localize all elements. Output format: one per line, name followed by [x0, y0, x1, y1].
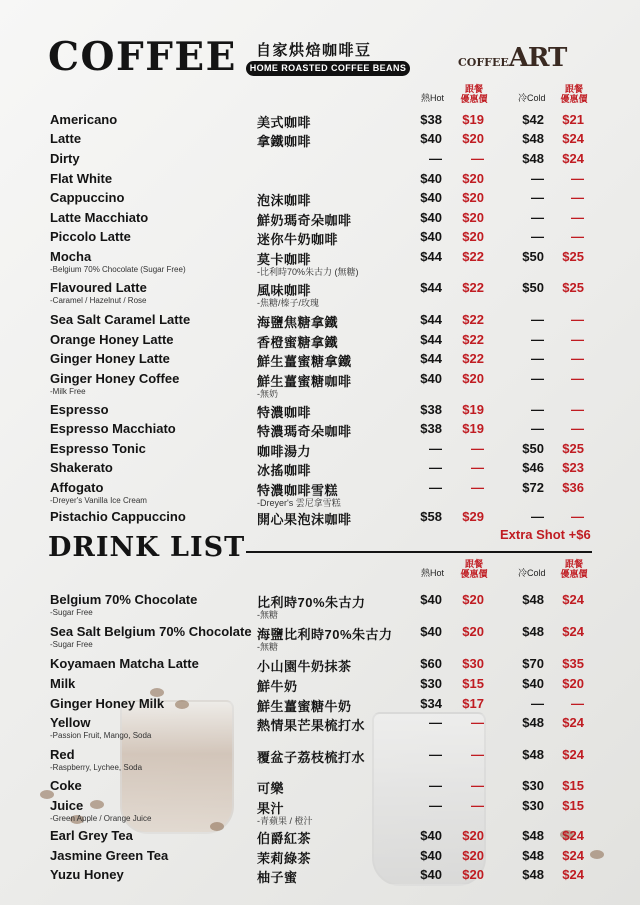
hot-price: $38 [420, 421, 442, 436]
cold-price: $72 [522, 480, 544, 495]
coffee-hot-set-header [456, 84, 492, 104]
item-english-name: Ginger Honey Coffee [50, 371, 180, 386]
menu-item-row [0, 778, 640, 797]
menu-item-row [0, 747, 640, 772]
drink-hot-set-header [456, 559, 492, 579]
hot-price: — [429, 715, 442, 730]
menu-item-row [0, 351, 640, 370]
item-english-name: Piccolo Latte [50, 229, 131, 244]
hot-set-price: $17 [462, 696, 484, 711]
hot-price: — [429, 441, 442, 456]
menu-item-row [0, 131, 640, 150]
cold-price: $48 [522, 131, 544, 146]
hot-price: $44 [420, 351, 442, 366]
cold-price: $48 [522, 624, 544, 639]
item-chinese-name: 鮮生薑蜜糖咖啡 [257, 374, 352, 389]
cold-price: — [531, 229, 544, 244]
item-english-name: Shakerato [50, 460, 113, 475]
menu-item-row [0, 460, 640, 479]
menu-item-row [0, 210, 640, 229]
menu-item-row [0, 715, 640, 740]
menu-item-row [0, 656, 640, 675]
hot-set-price: $20 [462, 848, 484, 863]
menu-item-row [0, 676, 640, 695]
item-chinese-note: -比利時70%朱古力 (無糖) [257, 267, 359, 277]
hot-price: $40 [420, 848, 442, 863]
item-chinese-name: 拿鐵咖啡 [257, 134, 312, 149]
hot-set-price: $20 [462, 131, 484, 146]
item-chinese-name: 小山園牛奶抹茶 [257, 659, 352, 674]
item-english-name: Latte [50, 131, 82, 146]
hot-price: $40 [420, 190, 442, 205]
item-english-note: -Dreyer's Vanilla Ice Cream [50, 496, 147, 505]
item-chinese-name: 咖啡湯力 [257, 444, 312, 459]
menu-item-row [0, 480, 640, 508]
hot-price: $40 [420, 592, 442, 607]
coffee-section-title: COFFEE [48, 34, 237, 80]
drink-list-title: DRINK LIST [48, 532, 246, 563]
menu-item-row [0, 509, 640, 528]
cold-price: $40 [522, 676, 544, 691]
item-english-name: Milk [50, 676, 76, 691]
menu-item-row [0, 421, 640, 440]
cold-set-price: $24 [562, 151, 584, 166]
hot-price: $44 [420, 312, 442, 327]
item-chinese-name: 鮮牛奶 [257, 679, 298, 694]
hot-price: $38 [420, 112, 442, 127]
item-english-name: Ginger Honey Latte [50, 351, 170, 366]
cold-set-price: $23 [562, 460, 584, 475]
hot-price: $40 [420, 828, 442, 843]
item-english-name: Juice [50, 798, 84, 813]
hot-price: $40 [420, 131, 442, 146]
item-english-note: -Sugar Free [50, 640, 93, 649]
menu-item-row [0, 867, 640, 886]
hot-price: $30 [420, 676, 442, 691]
item-chinese-note: -Dreyer's 雲尼拿雪糕 [257, 498, 341, 508]
coffee-art-logo [458, 43, 566, 73]
cold-set-price: — [571, 210, 584, 225]
hot-price: $40 [420, 210, 442, 225]
item-chinese-note: -青蘋果 / 橙汁 [257, 816, 313, 826]
item-english-name: Affogato [50, 480, 104, 495]
menu-item-row [0, 371, 640, 399]
cold-price: $48 [522, 867, 544, 882]
hot-price: $38 [420, 402, 442, 417]
item-chinese-name: 伯爵紅茶 [257, 831, 312, 846]
cold-set-price: $25 [562, 249, 584, 264]
hot-set-price: $19 [462, 421, 484, 436]
item-chinese-name: 特濃咖啡 [257, 405, 312, 420]
discount-label: 優惠價 [560, 94, 588, 104]
hot-set-price: $22 [462, 280, 484, 295]
item-english-note: -Belgium 70% Chocolate (Sugar Free) [50, 265, 186, 274]
hot-set-price: $20 [462, 229, 484, 244]
item-chinese-name: 特濃瑪奇朵咖啡 [257, 424, 352, 439]
item-chinese-name: 鮮生薑蜜糖拿鐵 [257, 354, 352, 369]
cold-set-price: $24 [562, 867, 584, 882]
hot-set-price: $15 [462, 676, 484, 691]
cold-price: $50 [522, 249, 544, 264]
item-english-name: Sea Salt Caramel Latte [50, 312, 191, 327]
item-english-name: Yuzu Honey [50, 867, 124, 882]
item-english-name: Jasmine Green Tea [50, 848, 169, 863]
hot-set-price: $20 [462, 624, 484, 639]
hot-set-price: $20 [462, 592, 484, 607]
item-english-name: Red [50, 747, 75, 762]
item-english-name: Sea Salt Belgium 70% Chocolate [50, 624, 252, 639]
cold-price: $48 [522, 848, 544, 863]
cold-set-price: $25 [562, 441, 584, 456]
item-english-note: -Milk Free [50, 387, 86, 396]
cold-set-price: $24 [562, 592, 584, 607]
item-chinese-note: -無糖 [257, 642, 278, 652]
hot-set-price: $20 [462, 190, 484, 205]
item-english-note: -Raspberry, Lychee, Soda [50, 763, 143, 772]
menu-item-row [0, 441, 640, 460]
menu-item-row [0, 696, 640, 715]
cold-set-price: — [571, 421, 584, 436]
drink-cold-header: 冷Cold [518, 568, 546, 578]
hot-price: $58 [420, 509, 442, 524]
item-chinese-note: -焦糖/榛子/玫瑰 [257, 298, 319, 308]
hot-set-price: — [471, 715, 484, 730]
cold-price: $48 [522, 715, 544, 730]
item-chinese-name: 海鹽焦糖拿鐵 [257, 315, 339, 330]
drink-title-rule [246, 551, 592, 553]
item-chinese-name: 風味咖啡 [257, 283, 312, 298]
item-chinese-name: 鮮奶瑪奇朵咖啡 [257, 213, 352, 228]
cold-price: — [531, 421, 544, 436]
item-english-name: Yellow [50, 715, 91, 730]
item-english-name: Coke [50, 778, 82, 793]
drink-cold-set-header [556, 559, 592, 579]
hot-price: — [429, 778, 442, 793]
item-chinese-name: 香橙蜜糖拿鐵 [257, 335, 339, 350]
item-chinese-name: 果汁 [257, 801, 285, 816]
discount-label: 優惠價 [560, 569, 588, 579]
item-chinese-name: 柚子蜜 [257, 870, 298, 885]
set-label: 跟餐 [464, 84, 483, 94]
item-chinese-name: 熱情果芒果梳打水 [257, 718, 366, 733]
menu-item-row [0, 828, 640, 847]
hot-set-price: — [471, 151, 484, 166]
cold-set-price: $24 [562, 747, 584, 762]
cold-price: — [531, 312, 544, 327]
menu-item-row [0, 280, 640, 308]
cold-set-price: — [571, 171, 584, 186]
hot-price: $44 [420, 332, 442, 347]
cold-price: — [531, 171, 544, 186]
item-english-name: Americano [50, 112, 118, 127]
item-english-note: -Passion Fruit, Mango, Soda [50, 731, 152, 740]
cold-set-price: — [571, 402, 584, 417]
cold-price: — [531, 402, 544, 417]
cold-price: — [531, 190, 544, 205]
set-label: 跟餐 [564, 84, 583, 94]
cold-price: — [531, 371, 544, 386]
hot-set-price: — [471, 798, 484, 813]
item-chinese-name: 冰搖咖啡 [257, 463, 312, 478]
hot-set-price: $22 [462, 249, 484, 264]
cold-price: $42 [522, 112, 544, 127]
cold-set-price: — [571, 696, 584, 711]
item-chinese-name: 迷你牛奶咖啡 [257, 232, 339, 247]
logo-coffee-text: COFFEE [458, 56, 509, 69]
hot-price: — [429, 460, 442, 475]
item-english-note: -Sugar Free [50, 608, 93, 617]
cold-price: $30 [522, 798, 544, 813]
hot-set-price: $20 [462, 171, 484, 186]
discount-label: 優惠價 [460, 94, 488, 104]
cold-set-price: — [571, 312, 584, 327]
hot-price: $40 [420, 624, 442, 639]
menu-item-row [0, 798, 640, 826]
item-chinese-name: 特濃咖啡雪糕 [257, 483, 339, 498]
hot-set-price: $19 [462, 402, 484, 417]
hot-set-price: $19 [462, 112, 484, 127]
hot-price: — [429, 798, 442, 813]
item-english-name: Flavoured Latte [50, 280, 147, 295]
cold-set-price: $35 [562, 656, 584, 671]
menu-item-row [0, 848, 640, 867]
cold-price: — [531, 210, 544, 225]
hot-set-price: — [471, 778, 484, 793]
hot-set-price: $20 [462, 210, 484, 225]
item-english-name: Espresso Macchiato [50, 421, 176, 436]
menu-item-row [0, 112, 640, 131]
cold-price: $48 [522, 747, 544, 762]
hot-set-price: $20 [462, 828, 484, 843]
item-chinese-name: 鮮生薑蜜糖牛奶 [257, 699, 352, 714]
item-english-name: Belgium 70% Chocolate [50, 592, 198, 607]
cold-price: — [531, 351, 544, 366]
hot-set-price: — [471, 441, 484, 456]
item-chinese-note: -無奶 [257, 389, 278, 399]
drink-hot-header: 熱Hot [421, 568, 445, 578]
cold-price: $48 [522, 151, 544, 166]
cold-set-price: $24 [562, 828, 584, 843]
item-english-name: Flat White [50, 171, 113, 186]
cold-set-price: — [571, 332, 584, 347]
hot-price: $44 [420, 280, 442, 295]
item-chinese-name: 海鹽比利時70%朱古力 [257, 627, 393, 642]
item-chinese-name: 莫卡咖啡 [257, 252, 312, 267]
cold-price: $30 [522, 778, 544, 793]
item-english-name: Ginger Honey Milk [50, 696, 165, 711]
cold-price: — [531, 509, 544, 524]
item-english-name: Koyamaen Matcha Latte [50, 656, 199, 671]
hot-price: $40 [420, 229, 442, 244]
cold-price: $46 [522, 460, 544, 475]
menu-item-row [0, 249, 640, 277]
item-chinese-name: 比利時70%朱古力 [257, 595, 366, 610]
item-english-name: Dirty [50, 151, 80, 166]
item-english-name: Espresso Tonic [50, 441, 146, 456]
menu-item-row [0, 312, 640, 331]
discount-label: 優惠價 [460, 569, 488, 579]
set-label: 跟餐 [464, 559, 483, 569]
menu-item-row [0, 171, 640, 190]
cold-set-price: — [571, 351, 584, 366]
item-english-name: Earl Grey Tea [50, 828, 133, 843]
cold-set-price: — [571, 371, 584, 386]
menu-item-row [0, 592, 640, 620]
item-chinese-note: -無糖 [257, 610, 278, 620]
menu-item-row [0, 624, 640, 652]
cold-set-price: — [571, 190, 584, 205]
menu-item-row [0, 402, 640, 421]
cold-price: $48 [522, 592, 544, 607]
cold-set-price: $36 [562, 480, 584, 495]
cold-set-price: $15 [562, 778, 584, 793]
cold-price: $50 [522, 441, 544, 456]
hot-set-price: $29 [462, 509, 484, 524]
hot-set-price: — [471, 460, 484, 475]
item-english-name: Espresso [50, 402, 109, 417]
cold-price: $70 [522, 656, 544, 671]
item-chinese-name: 美式咖啡 [257, 115, 312, 130]
hot-set-price: $22 [462, 351, 484, 366]
item-english-note: -Green Apple / Orange Juice [50, 814, 152, 823]
cold-price: — [531, 332, 544, 347]
cold-price: $50 [522, 280, 544, 295]
hot-price: $60 [420, 656, 442, 671]
home-roasted-badge: HOME ROASTED COFFEE BEANS [246, 61, 410, 76]
cold-price: $48 [522, 828, 544, 843]
hot-set-price: $22 [462, 312, 484, 327]
item-chinese-name: 茉莉綠茶 [257, 851, 312, 866]
item-english-name: Orange Honey Latte [50, 332, 174, 347]
item-chinese-name: 開心果泡沫咖啡 [257, 512, 352, 527]
item-chinese-name: 泡沫咖啡 [257, 193, 312, 208]
cold-set-price: — [571, 229, 584, 244]
hot-set-price: $30 [462, 656, 484, 671]
cold-set-price: $15 [562, 798, 584, 813]
cold-set-price: $20 [562, 676, 584, 691]
hot-price: $44 [420, 249, 442, 264]
coffee-cold-header: 冷Cold [518, 93, 546, 103]
item-chinese-name: 可樂 [257, 781, 285, 796]
menu-item-row [0, 229, 640, 248]
cold-set-price: — [571, 509, 584, 524]
item-english-name: Mocha [50, 249, 92, 264]
hot-price: $34 [420, 696, 442, 711]
hot-set-price: — [471, 480, 484, 495]
hot-price: $40 [420, 171, 442, 186]
hot-set-price: $20 [462, 867, 484, 882]
item-english-name: Cappuccino [50, 190, 125, 205]
set-label: 跟餐 [564, 559, 583, 569]
cold-set-price: $24 [562, 624, 584, 639]
cold-set-price: $24 [562, 715, 584, 730]
cold-set-price: $24 [562, 131, 584, 146]
extra-shot-note: Extra Shot +$6 [500, 527, 591, 542]
cold-set-price: $24 [562, 848, 584, 863]
coffee-cold-set-header [556, 84, 592, 104]
menu-item-row [0, 151, 640, 170]
coffee-chinese-title: 自家烘焙咖啡豆 [256, 42, 372, 59]
hot-price: — [429, 480, 442, 495]
item-english-name: Pistachio Cappuccino [50, 509, 186, 524]
hot-set-price: $22 [462, 332, 484, 347]
hot-price: — [429, 747, 442, 762]
coffee-hot-header: 熱Hot [421, 93, 445, 103]
hot-set-price: $20 [462, 371, 484, 386]
logo-art-text: ART [508, 43, 567, 73]
hot-price: — [429, 151, 442, 166]
hot-set-price: — [471, 747, 484, 762]
item-english-name: Latte Macchiato [50, 210, 149, 225]
menu-item-row [0, 190, 640, 209]
cold-price: — [531, 696, 544, 711]
hot-price: $40 [420, 371, 442, 386]
menu-item-row [0, 332, 640, 351]
cold-set-price: $25 [562, 280, 584, 295]
hot-price: $40 [420, 867, 442, 882]
item-chinese-name: 覆盆子荔枝梳打水 [257, 750, 366, 765]
item-english-note: -Caramel / Hazelnut / Rose [50, 296, 147, 305]
cold-set-price: $21 [562, 112, 584, 127]
